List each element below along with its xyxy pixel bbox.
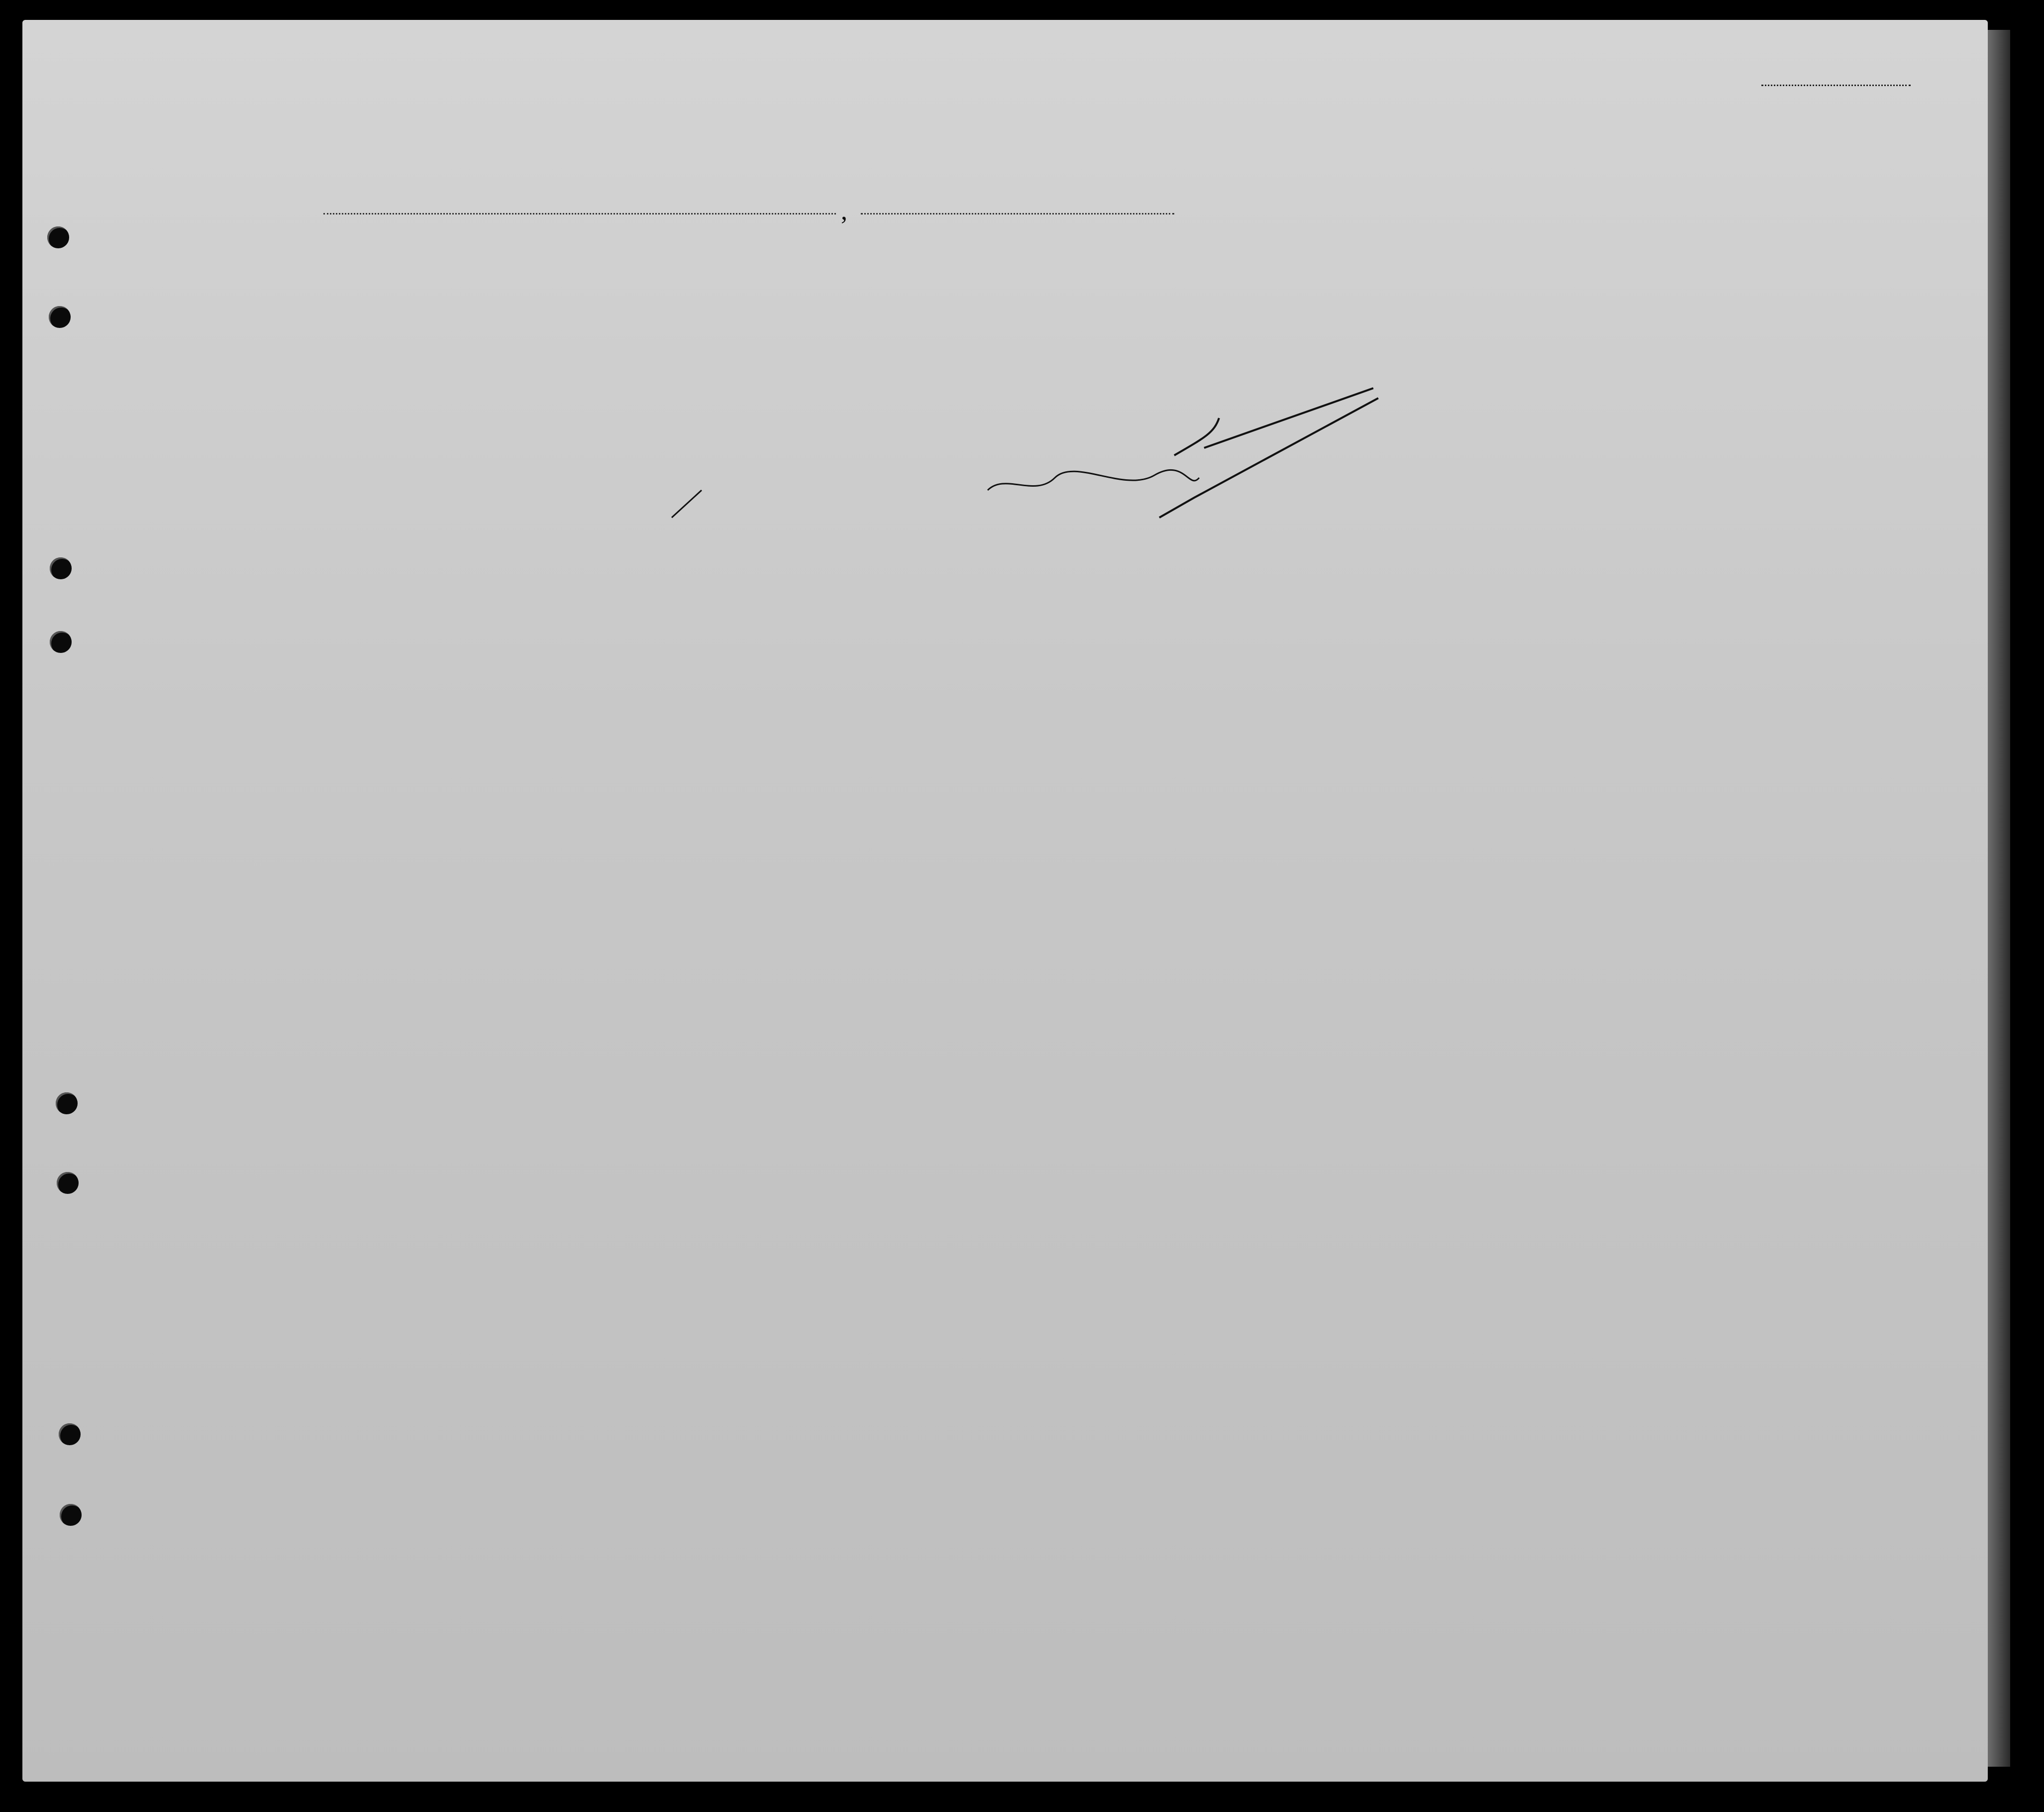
punch-hole [50, 557, 72, 579]
pen-stroke-2 [1204, 388, 1373, 448]
punch-hole [59, 1423, 81, 1445]
punch-hole [47, 226, 69, 248]
handwritten-annotation [988, 470, 1199, 490]
pen-stroke-3 [1159, 398, 1378, 518]
pen-stroke-1 [1174, 418, 1219, 455]
punch-hole [57, 1172, 79, 1194]
pen-mark-money [672, 490, 702, 518]
separator-comma: , [841, 197, 847, 225]
punch-hole [60, 1504, 82, 1526]
punch-hole [49, 306, 71, 328]
punch-hole [56, 1092, 78, 1114]
punch-hole [50, 631, 72, 653]
